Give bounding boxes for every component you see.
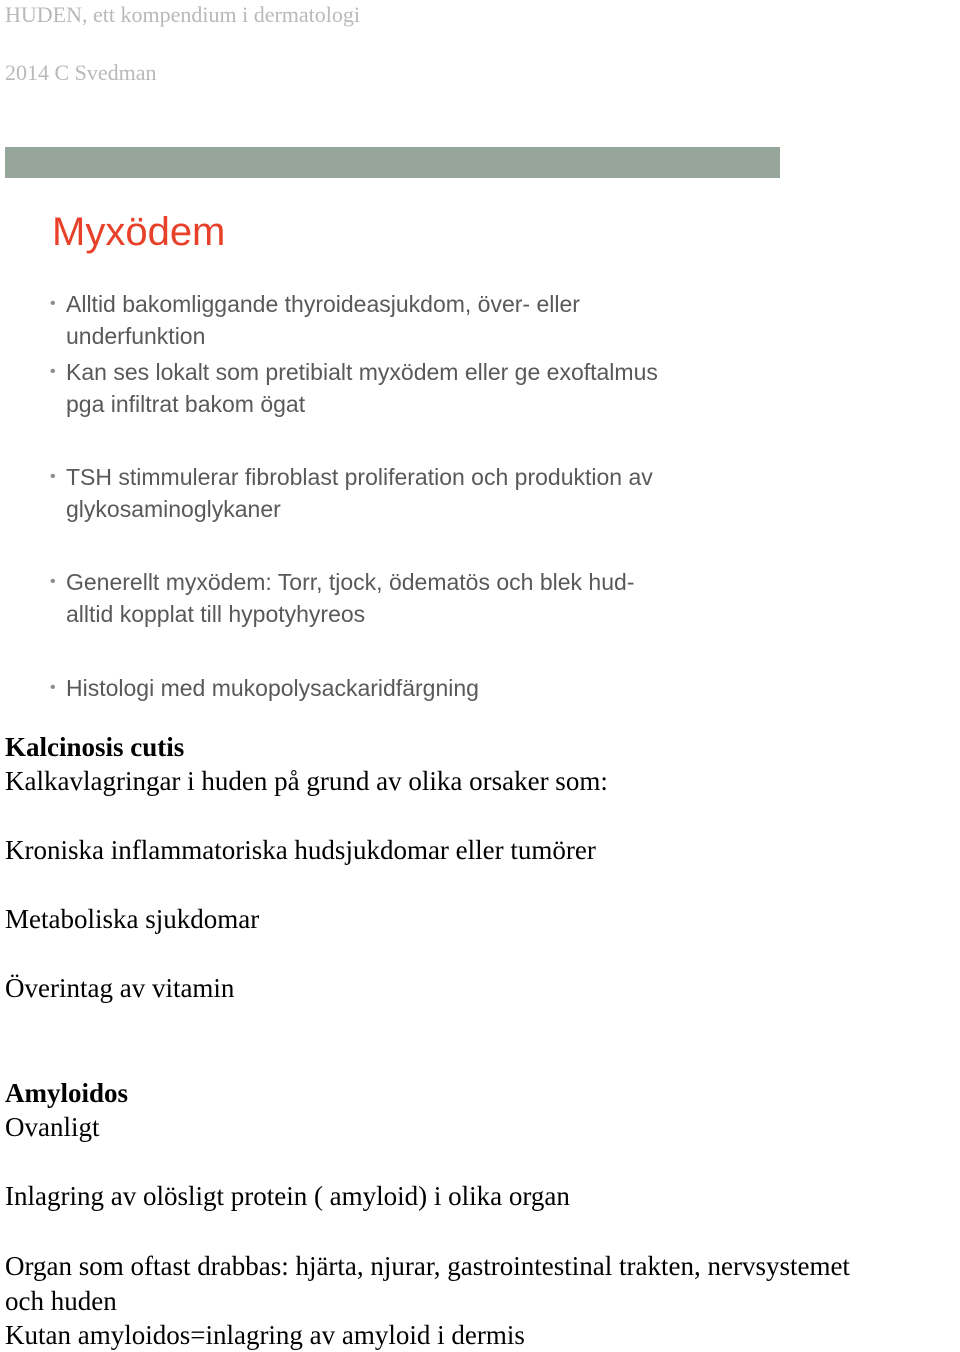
bullet-dot: • <box>50 573 56 590</box>
kalcinosis-cause: Överintag av vitamin <box>5 973 235 1003</box>
amyloidos-text: och huden <box>5 1286 117 1316</box>
amyloidos-text: Ovanligt <box>5 1112 100 1142</box>
slide-bullet <box>50 672 479 704</box>
kalcinosis-cause: Kroniska inflammatoriska hudsjukdomar eller tumörer <box>5 835 596 865</box>
amyloidos-text: Kutan amyloidos=inlagring av amyloid i dermis <box>5 1320 525 1350</box>
amyloidos-text: Inlagring av olösligt protein ( amyloid) i olika organ <box>5 1181 570 1211</box>
bullet-text: Alltid bakomliggande thyroideasjukdom, över- eller underfunktion <box>66 291 580 349</box>
slide-bullet <box>50 356 658 420</box>
kalcinosis-cause: Metaboliska sjukdomar <box>5 904 260 934</box>
bullet-text: TSH stimmulerar fibroblast proliferation och produktion av glykosaminoglykaner <box>66 464 653 522</box>
bullet-dot: • <box>50 295 56 312</box>
bullet-dot: • <box>50 468 56 485</box>
amyloidos-text: Organ som oftast drabbas: hjärta, njurar, gastrointestinal trakten, nervsystemet <box>5 1251 850 1281</box>
bullet-text: Kan ses lokalt som pretibialt myxödem eller ge exoftalmus pga infiltrat bakom ögat <box>66 359 658 417</box>
kalcinosis-intro: Kalkavlagringar i huden på grund av olika orsaker som: <box>5 766 608 796</box>
bullet-dot: • <box>50 679 56 696</box>
section-heading-amyloidos: Amyloidos <box>5 1078 129 1108</box>
document-header-author: 2014 C Svedman <box>5 60 157 85</box>
bullet-text: Histologi med mukopolysackaridfärgning <box>66 675 479 701</box>
section-heading-kalcinosis: Kalcinosis cutis <box>5 732 185 762</box>
bullet-dot: • <box>50 363 56 380</box>
slide-bullet <box>50 288 580 352</box>
slide-header-bar <box>5 147 780 178</box>
document-header-title: HUDEN, ett kompendium i dermatologi <box>5 2 360 27</box>
slide-bullet <box>50 566 634 630</box>
bullet-text: Generellt myxödem: Torr, tjock, ödematös och blek hud- alltid kopplat till hypotyhyreos <box>66 569 635 627</box>
slide-bullet <box>50 461 653 525</box>
slide-title: Myxödem <box>52 210 226 254</box>
